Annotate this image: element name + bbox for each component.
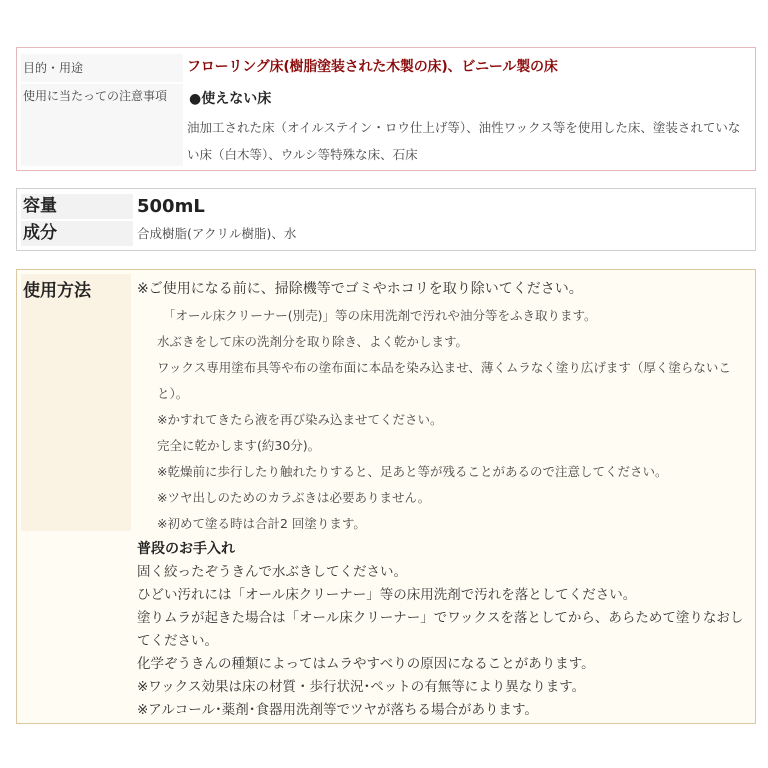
ingredients-value: 合成樹脂(アクリル樹脂)、水 <box>137 226 297 241</box>
caution-label: 使用に当たっての注意事項 <box>21 84 183 166</box>
ingredients-label: 成分 <box>21 221 133 246</box>
capacity-value: 500mL <box>137 196 205 217</box>
usage-step: ワックス専用塗布具等や布の塗布面に本品を染み込ませ、薄くムラなく塗り広げます（厚く塗らないこと）。 <box>157 360 731 401</box>
care-item: 化学ぞうきんの種類によってはムラやすべりの原因になることがあります。 <box>137 656 595 672</box>
usage-step: ※乾燥前に歩行したり触れたりすると、足あと等が残ることがあるので注意してください。 <box>157 464 668 479</box>
usage-step: ※初めて塗る時は合計2 回塗ります。 <box>157 516 366 531</box>
ingredients-row <box>21 221 751 246</box>
purpose-value: フローリング床(樹脂塗装された木製の床)、ビニール製の床 <box>187 59 558 75</box>
usage-steps <box>157 303 747 537</box>
usage-step: ※ツヤ出しのためのカラぶきは必要ありません。 <box>157 490 431 505</box>
purpose-panel <box>16 47 756 171</box>
care-item: ひどい汚れには「オール床クリーナー」等の床用洗剤で汚れを落としてください。 <box>137 587 637 603</box>
usage-panel <box>16 269 756 724</box>
pre-use-note: ※ご使用になる前に、掃除機等でゴミやホコリを取り除いてください。 <box>137 281 583 297</box>
spec-panel <box>16 188 756 251</box>
care-item: 塗りムラが起きた場合は「オール床クリーナー」でワックスを落としてから、あらためて塗りなおしてください。 <box>137 610 744 649</box>
usage-step: 水ぶきをして床の洗剤分を取り除き、よく乾かします。 <box>157 334 469 349</box>
unusable-floor-text: 油加工された床（オイルステイン・ロウ仕上げ等）、油性ワックス等を使用した床、塗装されていない床（白木等）、ウルシ等特殊な床、石床 <box>187 120 741 162</box>
daily-care-list <box>137 561 747 722</box>
usage-step: ※かすれてきたら液を再び染み込ませてください。 <box>157 412 443 427</box>
usage-label-cell <box>21 274 131 531</box>
care-item: ※ワックス効果は床の材質・歩行状況･ペットの有無等により異なります。 <box>137 679 586 695</box>
unusable-floor-title: ●使えない床 <box>189 91 272 107</box>
capacity-row <box>21 194 751 219</box>
daily-care-title: 普段のお手入れ <box>137 541 235 557</box>
care-item: 固く絞ったぞうきんで水ぶきしてください。 <box>137 564 407 580</box>
usage-step: 完全に乾かします(約30分)。 <box>157 438 321 453</box>
purpose-label: 目的・用途 <box>21 54 183 82</box>
usage-step: 「オール床クリーナー(別売)」等の床用洗剤で汚れや油分等をふき取ります。 <box>163 308 597 323</box>
capacity-label: 容量 <box>21 194 133 219</box>
care-item: ※アルコール･薬剤･食器用洗剤等でツヤが落ちる場合があります。 <box>137 702 538 718</box>
usage-label: 使用方法 <box>23 281 91 301</box>
